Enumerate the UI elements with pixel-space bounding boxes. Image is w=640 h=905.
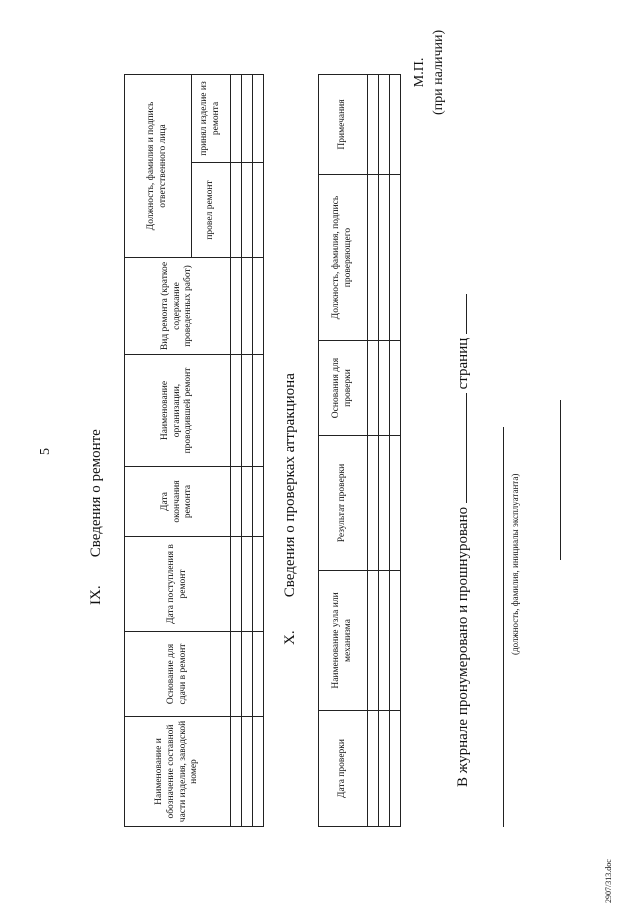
inspection-col-inspector: Должность, фамилия, подпись проверяющего: [319, 175, 368, 341]
inspection-col-result: Результат проверки: [319, 436, 368, 571]
section-10-number: X.: [282, 630, 298, 645]
stamp-label: М.П.: [412, 57, 427, 88]
table-row: [368, 75, 379, 827]
page-number: 5: [38, 448, 53, 455]
repair-col-reason: Основание для сдачи в ремонт: [125, 632, 231, 717]
pages-count-blank: [454, 393, 467, 503]
repair-col-repair-type: Вид ремонта (краткое содержание проведенных работ): [125, 258, 231, 355]
inspection-col-unit: Наименование узла или механизма: [319, 571, 368, 711]
section-10-title: Сведения о проверках аттракциона: [282, 373, 298, 598]
section-9-number: IX.: [88, 585, 104, 605]
repair-table: [124, 74, 264, 827]
section-9-heading: [88, 429, 105, 605]
table-row: [242, 74, 253, 826]
pages-words-blank: [454, 294, 467, 334]
document-id: 2907/313.doc: [604, 859, 613, 903]
repair-col-performed: провел ремонт: [192, 163, 231, 258]
journal-text-start: В журнале пронумеровано и прошнуровано: [455, 506, 471, 787]
signature-caption: (должность, фамилия, инициалы эксплуатанта): [510, 473, 520, 655]
section-9-title: Сведения о ремонте: [88, 429, 104, 558]
table-row: [253, 74, 264, 826]
repair-col-part: Наименование и обозначение составной части изделия, заводской номер: [125, 717, 231, 827]
section-10-heading: [282, 373, 299, 645]
signature-line: [503, 427, 504, 827]
inspection-col-notes: Примечания: [319, 75, 368, 175]
signature-short-line: [560, 400, 561, 560]
repair-col-responsible: Должность, фамилия и подпись ответственного лица: [125, 74, 192, 257]
stamp-note: (при наличии): [430, 29, 446, 115]
inspections-table: [318, 74, 401, 827]
repair-col-date-out: Дата окончания ремонта: [125, 467, 231, 537]
inspections-header-row: [319, 75, 368, 827]
table-row: [231, 74, 242, 826]
repair-col-accepted: принял изделие из ремонта: [192, 74, 231, 162]
inspection-col-date: Дата проверки: [319, 711, 368, 827]
stamp-block: [411, 30, 449, 115]
journal-statement: [454, 294, 472, 787]
table-row: [379, 75, 390, 827]
inspection-col-grounds: Основания для проверки: [319, 341, 368, 436]
repair-header-row: [125, 74, 192, 826]
repair-col-date-in: Дата поступления в ремонт: [125, 537, 231, 632]
journal-text-end: страниц: [455, 337, 471, 390]
repair-col-organization: Наименование организации, проводившей ремонт: [125, 355, 231, 467]
table-row: [390, 75, 401, 827]
